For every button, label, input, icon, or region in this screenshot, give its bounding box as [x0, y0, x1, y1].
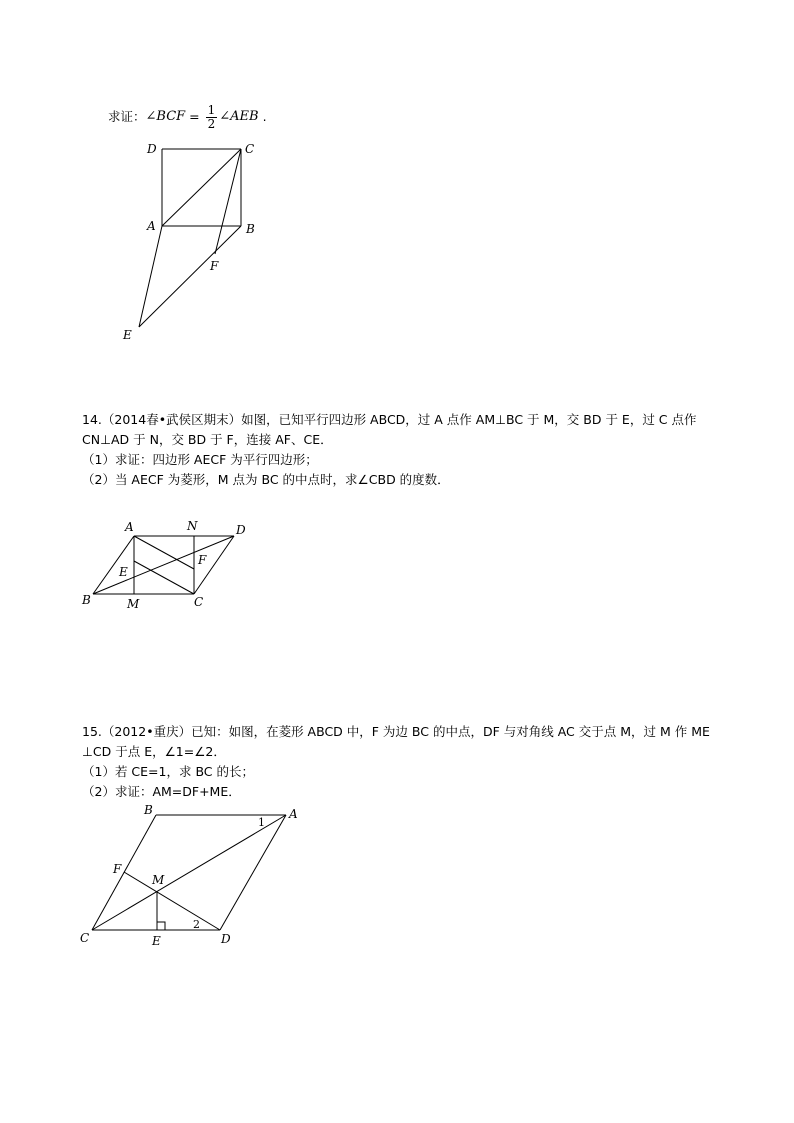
- p14-statement-line1: 14.（2014春•武侯区期末）如图，已知平行四边形 ABCD，过 A 点作 AM⊥BC 于 M，交 BD 于 E，过 C 点作: [82, 412, 697, 427]
- p15-statement-line2: ⊥CD 于点 E，∠1=∠2．: [82, 744, 226, 759]
- p13-label-C: C: [245, 142, 255, 156]
- p14-label-D: D: [236, 523, 246, 537]
- p14-label-C: C: [194, 595, 204, 609]
- p15-label-B: B: [144, 803, 153, 817]
- p15-question-1: （1）若 CE=1，求 BC 的长；: [82, 764, 255, 779]
- p13-label-A: A: [147, 219, 156, 233]
- p13-angle-aeb: ∠AEB: [219, 109, 259, 124]
- p15-right-angle-mark: [157, 922, 165, 930]
- p14-label-B: B: [82, 593, 91, 607]
- p15-segment-FD: [124, 872, 220, 930]
- p15-question-2: （2）求证：AM=DF+ME．: [82, 784, 241, 799]
- p15-label-A: A: [289, 807, 298, 821]
- p14-label-M: M: [127, 597, 140, 611]
- p13-label-F: F: [210, 259, 219, 273]
- p14-label-N: N: [187, 519, 198, 533]
- p14-label-F: F: [198, 553, 207, 567]
- p13-label-B: B: [246, 222, 255, 236]
- p15-label-F: F: [113, 862, 122, 876]
- p15-statement-line1: 15.（2012•重庆）已知：如图，在菱形 ABCD 中，F 为边 BC 的中点，DF 与对角线 AC 交于点 M，过 M 作 ME: [82, 724, 710, 739]
- p15-label-C: C: [80, 931, 90, 945]
- p14-question-1: （1）求证：四边形 AECF 为平行四边形；: [82, 452, 318, 467]
- p13-fraction-numerator: 1: [207, 102, 216, 117]
- p15-label-D: D: [221, 932, 231, 946]
- p14-label-A: A: [125, 520, 134, 534]
- p13-label-D: D: [147, 142, 157, 156]
- p13-equals: =: [185, 109, 204, 124]
- p13-prove-prefix: 求证：: [108, 109, 146, 124]
- p13-fraction-denominator: 2: [207, 116, 216, 131]
- p15-label-E: E: [152, 934, 161, 948]
- p15-edge-AD: [220, 815, 286, 930]
- p13-period: .: [262, 109, 267, 124]
- p15-label-angle-2: 2: [193, 918, 200, 931]
- p13-label-E: E: [123, 328, 132, 342]
- p15-label-angle-1: 1: [258, 816, 265, 829]
- p14-statement-line2: CN⊥AD 于 N，交 BD 于 F，连接 AF、CE．: [82, 432, 333, 447]
- p13-angle-bcf: ∠BCF: [145, 109, 186, 124]
- p14-question-2: （2）当 AECF 为菱形，M 点为 BC 的中点时，求∠CBD 的度数．: [82, 472, 450, 487]
- p15-label-M: M: [152, 873, 165, 887]
- p14-label-E: E: [119, 565, 128, 579]
